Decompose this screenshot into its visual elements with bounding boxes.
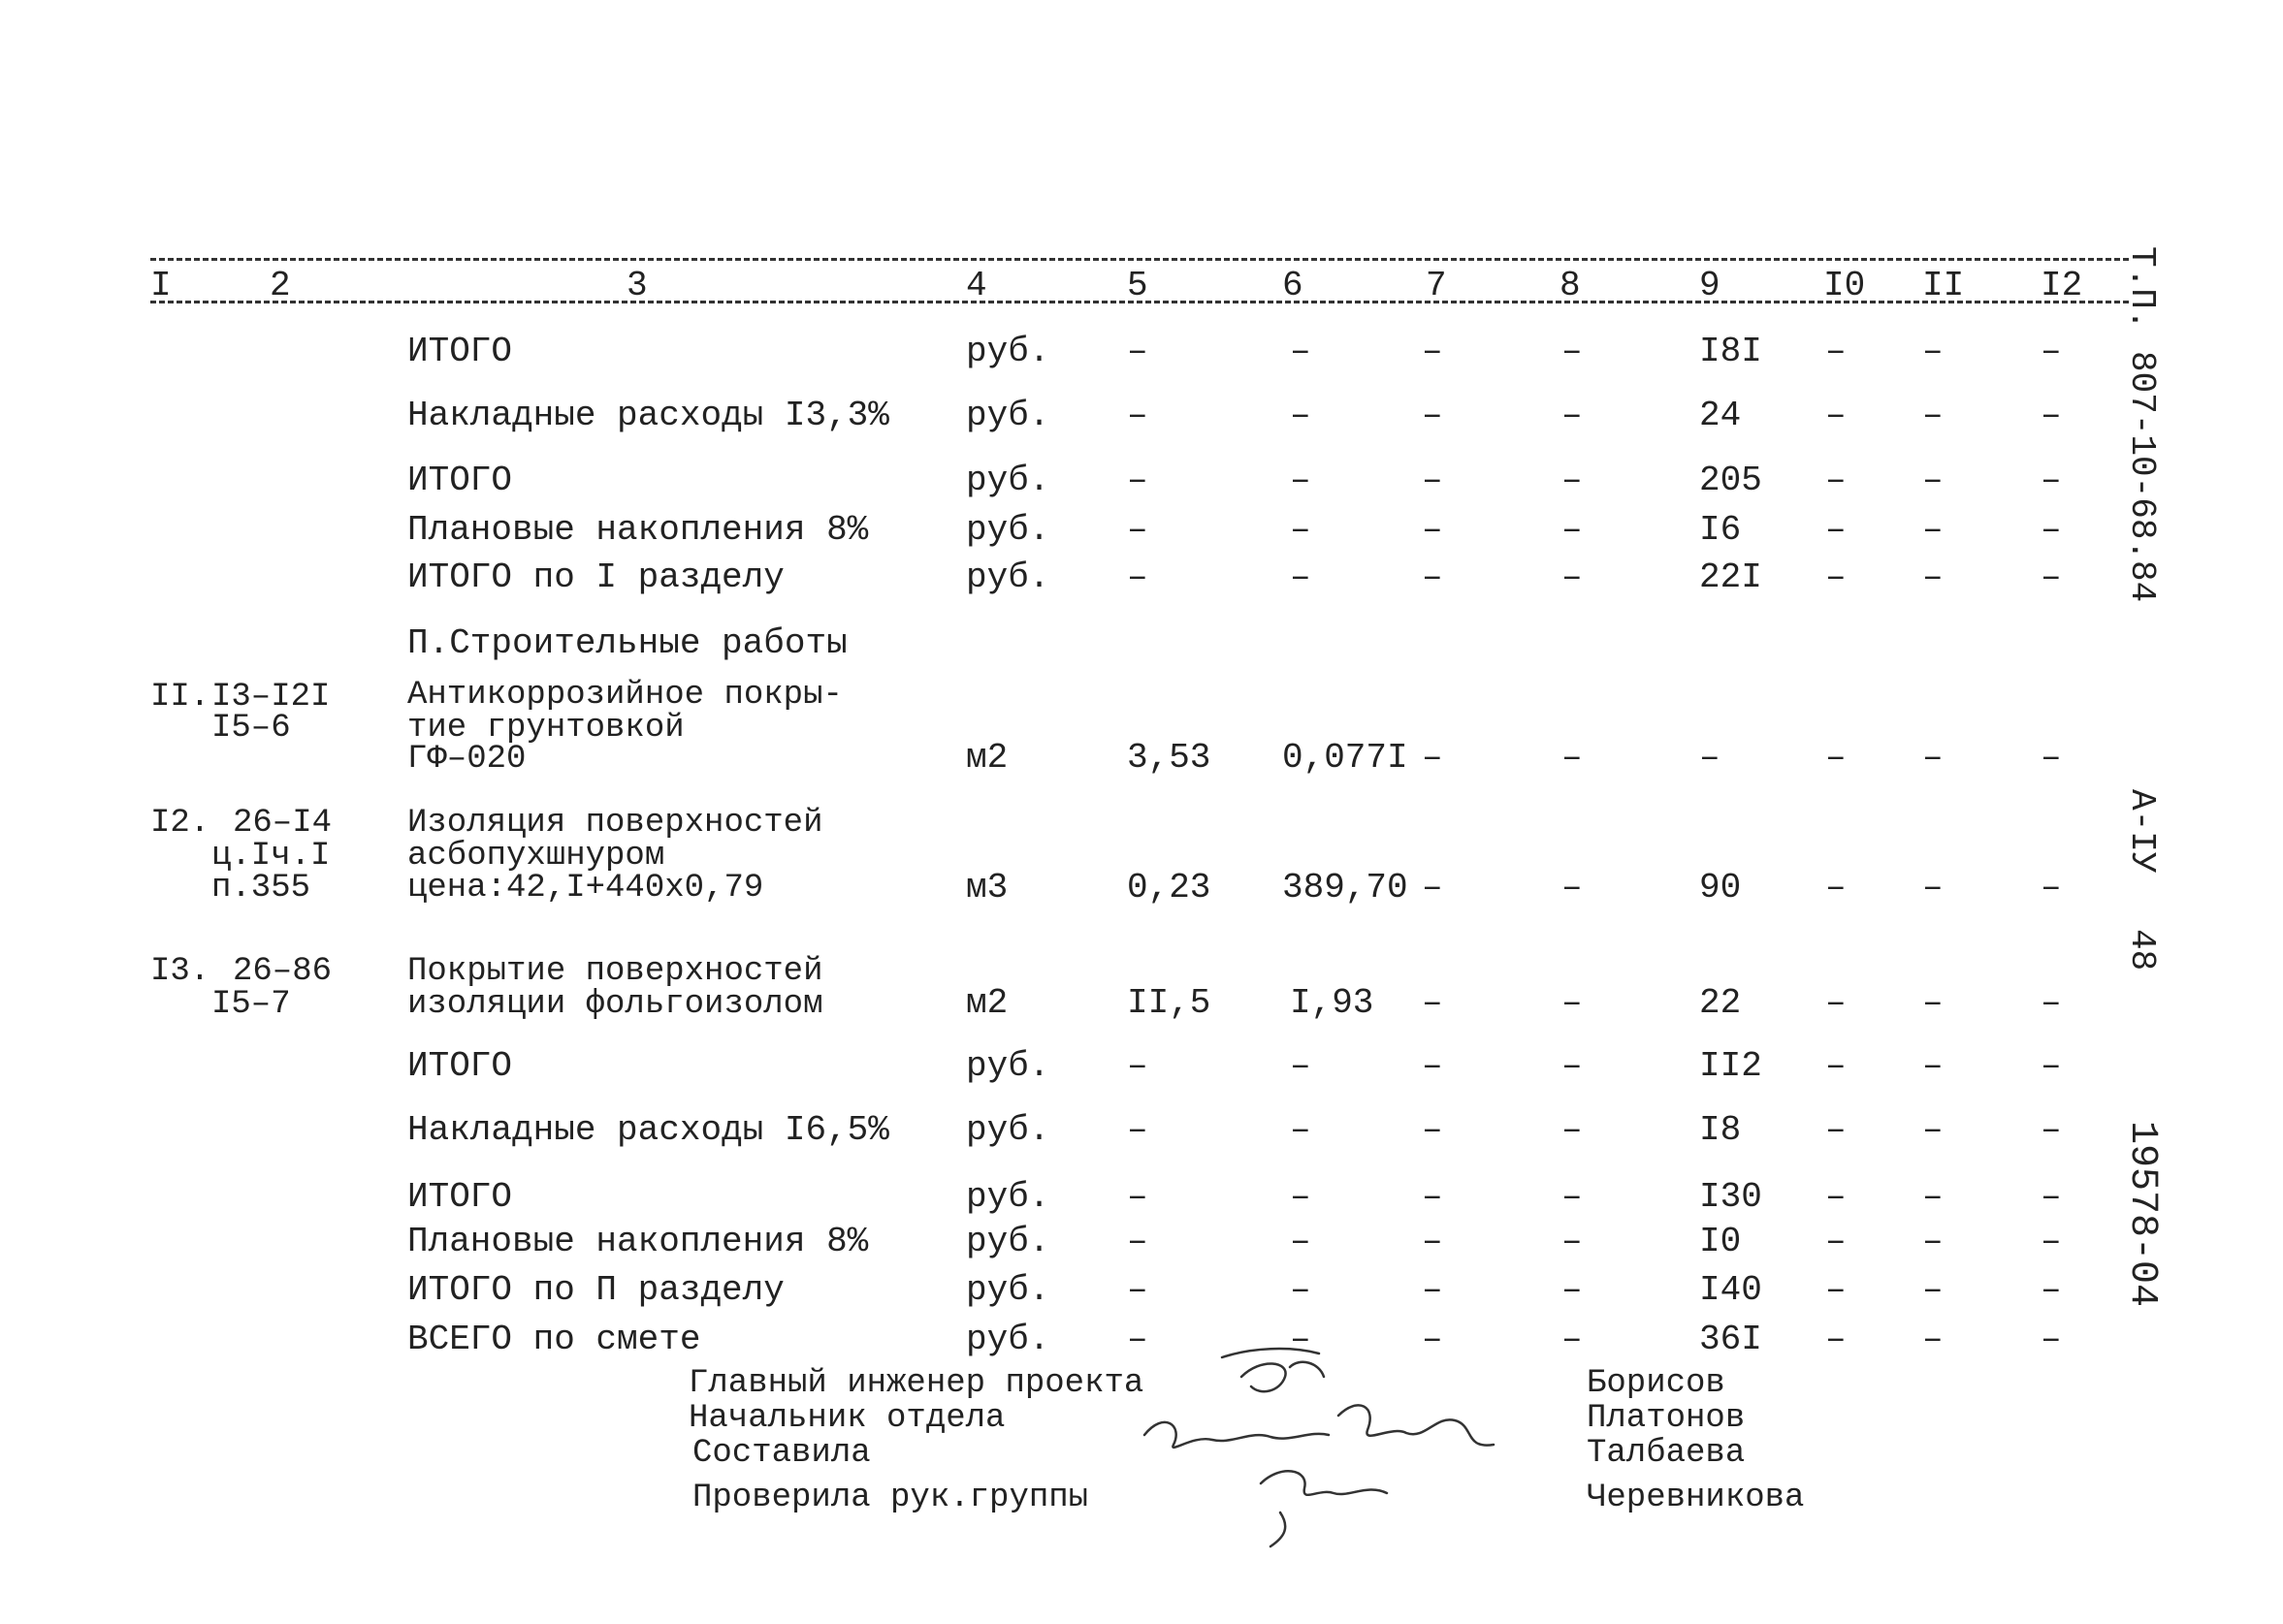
row-col11: – <box>1922 1320 1944 1359</box>
row-col6: – <box>1290 396 1311 435</box>
row-col11: – <box>1922 461 1944 500</box>
row-col11: – <box>1922 510 1944 550</box>
row-col9: 36I <box>1699 1320 1762 1359</box>
row-col7: – <box>1422 461 1443 500</box>
row-col5: – <box>1127 461 1148 500</box>
row-unit: руб. <box>966 1046 1050 1086</box>
row-col5: – <box>1127 1177 1148 1217</box>
header-col-9: 9 <box>1699 266 1720 305</box>
row-col8: – <box>1561 1222 1583 1261</box>
row-code-line: 26–I4 <box>233 805 333 842</box>
row-col6: – <box>1290 332 1311 371</box>
row-name: ИТОГО <box>407 1046 513 1086</box>
row-col11: – <box>1922 332 1944 371</box>
row-col8: – <box>1561 1110 1583 1150</box>
row-col5: – <box>1127 510 1148 550</box>
row-col12: – <box>2041 1110 2062 1150</box>
row-name-line: асбопухшнуром <box>407 838 665 875</box>
row-col10: – <box>1825 1320 1847 1359</box>
row-name: ИТОГО <box>407 332 513 371</box>
row-col12: – <box>2041 738 2062 778</box>
row-col10: – <box>1825 332 1847 371</box>
row-col9: – <box>1699 738 1720 778</box>
row-col8: – <box>1561 1046 1583 1086</box>
row-col9: 22I <box>1699 557 1762 597</box>
row-col8: – <box>1561 396 1583 435</box>
row-col12: – <box>2041 557 2062 597</box>
signature-role: Главный инженер проекта <box>689 1365 1144 1402</box>
row-col6: – <box>1290 461 1311 500</box>
signature-role: Начальник отдела <box>689 1400 1006 1437</box>
row-col12: – <box>2041 1270 2062 1310</box>
row-code-line: I3–I2I <box>211 679 331 716</box>
row-unit: руб. <box>966 1110 1050 1150</box>
row-name-line: Покрытие поверхностей <box>407 953 823 990</box>
row-col7: – <box>1422 738 1443 778</box>
header-col-11: II <box>1922 266 1965 305</box>
row-col9: I0 <box>1699 1222 1742 1261</box>
row-col12: – <box>2041 332 2062 371</box>
header-col-10: I0 <box>1823 266 1866 305</box>
row-col6: – <box>1290 1270 1311 1310</box>
row-name: ИТОГО <box>407 1177 513 1217</box>
row-col7: – <box>1422 332 1443 371</box>
row-name: ИТОГО <box>407 461 513 500</box>
row-col12: – <box>2041 983 2062 1023</box>
row-col5: – <box>1127 396 1148 435</box>
row-code-line: I5–6 <box>211 710 291 747</box>
row-col8: – <box>1561 1270 1583 1310</box>
row-col10: – <box>1825 738 1847 778</box>
header-col-1: I <box>150 266 172 305</box>
row-col7: – <box>1422 557 1443 597</box>
row-col8: – <box>1561 868 1583 908</box>
handwritten-signatures-image <box>1125 1319 1552 1561</box>
row-col12: – <box>2041 510 2062 550</box>
row-unit: м2 <box>966 738 1009 778</box>
header-col-7: 7 <box>1426 266 1447 305</box>
row-col7: – <box>1422 1046 1443 1086</box>
header-top-dashed-line <box>150 258 2129 261</box>
header-col-3: 3 <box>627 266 648 305</box>
row-col6: – <box>1290 1222 1311 1261</box>
row-code-line: 26–86 <box>233 953 333 990</box>
row-col11: – <box>1922 738 1944 778</box>
row-unit: руб. <box>966 1222 1050 1261</box>
row-unit: руб. <box>966 1177 1050 1217</box>
row-col5: – <box>1127 1046 1148 1086</box>
row-col12: – <box>2041 461 2062 500</box>
header-col-6: 6 <box>1282 266 1303 305</box>
row-code-line: ц.Iч.I <box>211 838 331 875</box>
row-col10: – <box>1825 868 1847 908</box>
row-col6: I,93 <box>1290 983 1374 1023</box>
row-col5: – <box>1127 1222 1148 1261</box>
row-col10: – <box>1825 510 1847 550</box>
row-unit: руб. <box>966 1270 1050 1310</box>
row-col7: – <box>1422 1270 1443 1310</box>
row-name: Плановые накопления 8% <box>407 510 869 550</box>
row-col8: – <box>1561 510 1583 550</box>
row-col8: – <box>1561 738 1583 778</box>
row-col11: – <box>1922 1270 1944 1310</box>
row-name-line: цена:42,I+440х0,79 <box>407 870 764 907</box>
row-col12: – <box>2041 1222 2062 1261</box>
row-col11: – <box>1922 1222 1944 1261</box>
header-col-8: 8 <box>1560 266 1581 305</box>
row-code-line: I5–7 <box>211 986 291 1023</box>
row-col9: I30 <box>1699 1177 1762 1217</box>
row-col5: – <box>1127 1270 1148 1310</box>
row-name: ИТОГО по П разделу <box>407 1270 785 1310</box>
row-col10: – <box>1825 1222 1847 1261</box>
row-col11: – <box>1922 1110 1944 1150</box>
row-col7: – <box>1422 1110 1443 1150</box>
row-col8: – <box>1561 983 1583 1023</box>
row-unit: руб. <box>966 332 1050 371</box>
header-col-12: I2 <box>2041 266 2083 305</box>
signature-name: Талбаева <box>1587 1435 1746 1472</box>
signature-role: Составила <box>692 1435 871 1472</box>
row-col11: – <box>1922 1046 1944 1086</box>
row-col8: – <box>1561 461 1583 500</box>
row-col7: – <box>1422 1177 1443 1217</box>
row-col11: – <box>1922 868 1944 908</box>
row-col9: 24 <box>1699 396 1742 435</box>
row-name: ВСЕГО по смете <box>407 1320 701 1359</box>
row-number: I3. <box>150 953 210 990</box>
row-unit: руб. <box>966 557 1050 597</box>
row-col6: – <box>1290 510 1311 550</box>
row-name: Плановые накопления 8% <box>407 1222 869 1261</box>
row-col9: II2 <box>1699 1046 1762 1086</box>
header-col-4: 4 <box>966 266 987 305</box>
row-unit: руб. <box>966 396 1050 435</box>
row-name-line: ГФ–020 <box>407 741 527 778</box>
document-number-vertical: 19578-04 <box>2120 1121 2164 1308</box>
row-unit: руб. <box>966 1320 1050 1359</box>
row-col11: – <box>1922 1177 1944 1217</box>
row-code-line: п.355 <box>211 870 311 907</box>
row-col12: – <box>2041 868 2062 908</box>
row-col10: – <box>1825 461 1847 500</box>
row-col10: – <box>1825 557 1847 597</box>
row-col8: – <box>1561 332 1583 371</box>
row-name: Накладные расходы I6,5% <box>407 1110 889 1150</box>
row-col5: 3,53 <box>1127 738 1211 778</box>
row-col6: – <box>1290 557 1311 597</box>
row-col10: – <box>1825 1270 1847 1310</box>
row-col5: – <box>1127 332 1148 371</box>
row-col12: – <box>2041 1320 2062 1359</box>
row-col5: 0,23 <box>1127 868 1211 908</box>
project-code-vertical: Т.П. 807-10-68.84 <box>2122 246 2162 603</box>
signature-name: Платонов <box>1587 1400 1746 1437</box>
row-col9: 22 <box>1699 983 1742 1023</box>
row-col9: I6 <box>1699 510 1742 550</box>
signature-name: Черевникова <box>1587 1480 1805 1516</box>
header-col-5: 5 <box>1127 266 1148 305</box>
row-col12: – <box>2041 1046 2062 1086</box>
row-col5: II,5 <box>1127 983 1211 1023</box>
row-col5: – <box>1127 1110 1148 1150</box>
row-name-line: Антикоррозийное покры- <box>407 677 843 714</box>
row-col7: – <box>1422 868 1443 908</box>
row-col8: – <box>1561 1320 1583 1359</box>
page-number-vertical: 48 <box>2122 929 2162 971</box>
row-col9: I40 <box>1699 1270 1762 1310</box>
row-name: Накладные расходы I3,3% <box>407 396 889 435</box>
row-col9: 205 <box>1699 461 1762 500</box>
row-unit: руб. <box>966 461 1050 500</box>
row-col10: – <box>1825 983 1847 1023</box>
row-col12: – <box>2041 396 2062 435</box>
row-col6: – <box>1290 1320 1311 1359</box>
row-name-line: Изоляция поверхностей <box>407 805 823 842</box>
row-col7: – <box>1422 510 1443 550</box>
row-col6: 0,077I <box>1282 738 1408 778</box>
row-unit: м2 <box>966 983 1009 1023</box>
signature-name: Борисов <box>1587 1365 1725 1402</box>
row-col9: 90 <box>1699 868 1742 908</box>
row-col6: – <box>1290 1177 1311 1217</box>
row-name-line: изоляции фольгоизолом <box>407 986 823 1023</box>
row-col6: – <box>1290 1110 1311 1150</box>
row-col10: – <box>1825 396 1847 435</box>
row-col6: 389,70 <box>1282 868 1408 908</box>
row-col10: – <box>1825 1046 1847 1086</box>
header-col-2: 2 <box>270 266 291 305</box>
row-col7: – <box>1422 396 1443 435</box>
row-number: II. <box>150 679 210 716</box>
row-col9: I8 <box>1699 1110 1742 1150</box>
row-col7: – <box>1422 1320 1443 1359</box>
row-name: ИТОГО по I разделу <box>407 557 785 597</box>
row-col8: – <box>1561 1177 1583 1217</box>
row-col7: – <box>1422 983 1443 1023</box>
row-col7: – <box>1422 1222 1443 1261</box>
row-col10: – <box>1825 1177 1847 1217</box>
row-name-line: тие грунтовкой <box>407 710 685 747</box>
row-unit: руб. <box>966 510 1050 550</box>
row-unit: м3 <box>966 868 1009 908</box>
row-col10: – <box>1825 1110 1847 1150</box>
row-col12: – <box>2041 1177 2062 1217</box>
row-col5: – <box>1127 557 1148 597</box>
row-number: I2. <box>150 805 210 842</box>
signature-role: Проверила рук.группы <box>692 1480 1089 1516</box>
row-col6: – <box>1290 1046 1311 1086</box>
row-col11: – <box>1922 557 1944 597</box>
row-col9: I8I <box>1699 332 1762 371</box>
row-col11: – <box>1922 396 1944 435</box>
row-col8: – <box>1561 557 1583 597</box>
row-col5: – <box>1127 1320 1148 1359</box>
album-code-vertical: А-IУ <box>2122 789 2162 874</box>
section-heading: П.Строительные работы <box>407 623 848 663</box>
row-col11: – <box>1922 983 1944 1023</box>
